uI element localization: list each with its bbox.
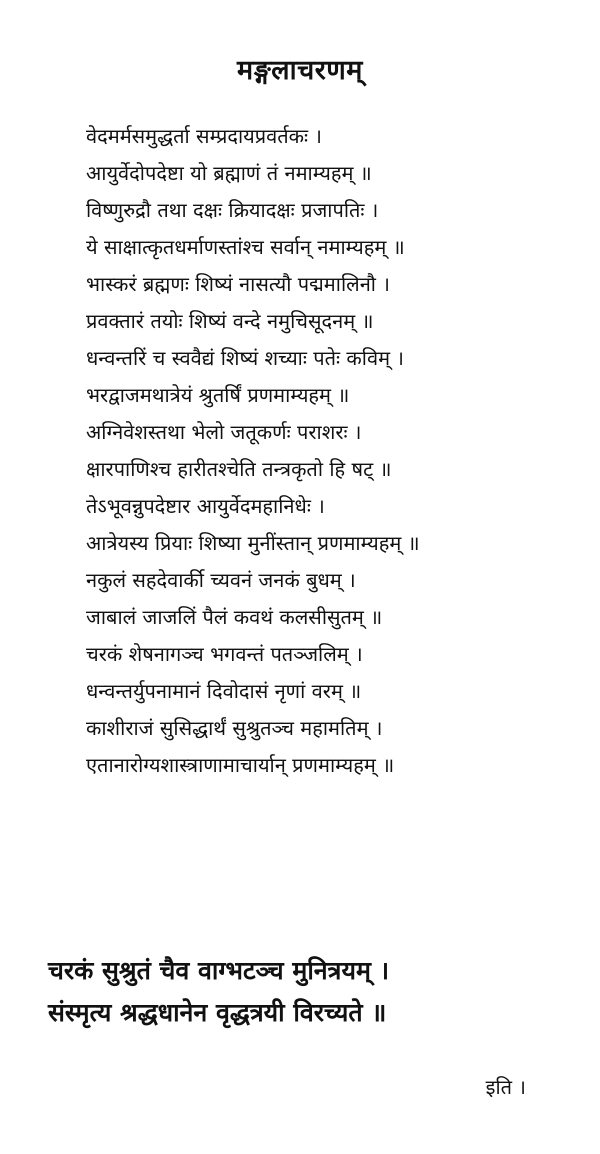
verse-line: जाबालं जाजलिं पैलं कवथं कलसीसुतम् ॥ [86,605,383,629]
verse-line: वेदमर्मसमुद्धर्ता सम्प्रदायप्रवर्तकः । [86,124,322,148]
verse-line: तेऽभूवन्नुपदेष्टार आयुर्वेदमहानिधेः । [86,494,325,518]
verse-line: चरकं शेषनागञ्च भगवन्तं पतञ्जलिम् । [86,642,363,666]
verse-line: धन्वन्तर्युपनामानं दिवोदासं नृणां वरम् ॥ [86,679,362,703]
verse-line: धन्वन्तरिं च स्ववैद्यं शिष्यं शच्याः पतेः कविम् । [86,346,404,370]
verse-line: अग्निवेशस्तथा भेलो जतूकर्णः पराशरः । [86,420,362,444]
verse-block [86,118,586,784]
verse-line: आत्रेयस्य प्रियाः शिष्या मुनींस्तान् प्रणमाम्यहम् ॥ [86,531,420,555]
verse-line: विष्णुरुद्रौ तथा दक्षः क्रियादक्षः प्रजापतिः । [86,198,379,222]
verse-line: प्रवक्तारं तयोः शिष्यं वन्दे नमुचिसूदनम् ॥ [86,309,374,333]
closing-verse-line: संस्मृत्य श्रद्धधानेन वृद्धत्रयी विरच्यते ॥ [48,998,387,1027]
end-mark: इति । [485,1075,526,1099]
page-title: मङ्गलाचरणम् [237,55,363,86]
verse-line: नकुलं सहदेवार्की च्यवनं जनकं बुधम् । [86,568,356,592]
verse-line: भरद्वाजमथात्रेयं श्रुतर्षिं प्रणमाम्यहम् ॥ [86,383,350,407]
verse-line: एतानारोग्यशास्त्राणामाचार्यान् प्रणमाम्यहम् ॥ [86,753,395,777]
closing-verse-block [48,950,588,1034]
verse-line: भास्करं ब्रह्मणः शिष्यं नासत्यौ पद्ममालिनौ । [86,272,390,296]
closing-verse-line: चरकं सुश्रुतं चैव वाग्भटञ्च मुनित्रयम् । [48,956,390,985]
verse-line: काशीराजं सुसिद्धार्थं सुश्रुतञ्च महामतिम् । [86,716,383,740]
verse-line: क्षारपाणिश्च हारीतश्चेति तन्त्रकृतो हि षट् ॥ [86,457,392,481]
verse-line: आयुर्वेदोपदेष्टा यो ब्रह्माणं तं नमाम्यहम् ॥ [86,161,372,185]
verse-line: ये साक्षात्कृतधर्माणस्तांश्च सर्वान् नमाम्यहम् ॥ [86,235,405,259]
